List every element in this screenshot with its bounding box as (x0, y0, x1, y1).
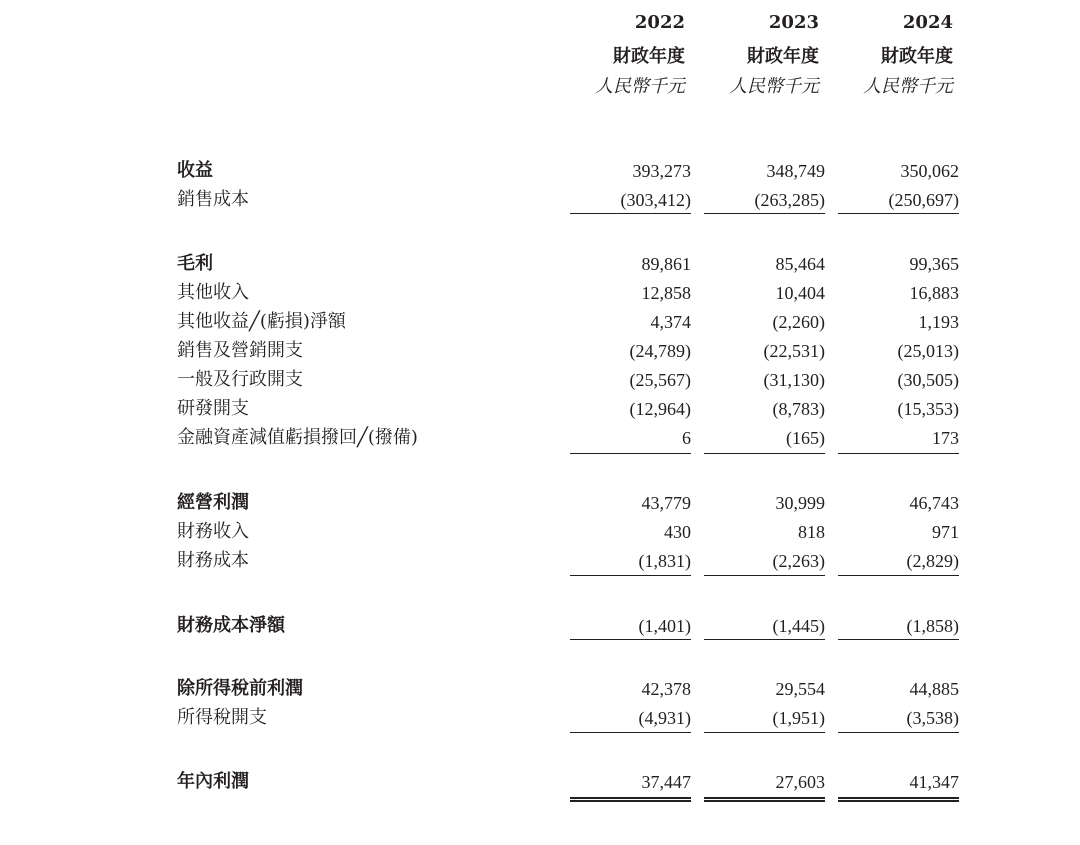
finance-costs-row-value-3: (2,829) (906, 551, 959, 571)
income-tax-row-label: 所得稅開支 (177, 707, 267, 728)
cost-of-sales-row-value-2: (263,285) (754, 190, 825, 210)
operating-profit-row-value-2: 30,999 (775, 493, 825, 513)
impairment-reversal-row-label: 金融資產減值虧損撥回╱(撥備) (177, 427, 418, 448)
net-finance-costs-row-value-3: (1,858) (906, 616, 959, 636)
revenue-row-value-2: 348,749 (766, 161, 825, 181)
subtotal-rule (704, 453, 825, 454)
subtotal-rule (838, 575, 959, 576)
other-income-row-value-1: 12,858 (641, 283, 691, 303)
column-year-2022: 2022 (634, 12, 685, 33)
general-admin-expenses-row-value-1: (25,567) (629, 370, 691, 390)
income-tax-row-value-2: (1,951) (772, 708, 825, 728)
other-gains-losses-row-value-2: (2,260) (772, 312, 825, 332)
subtotal-rule (570, 639, 691, 640)
general-admin-expenses-row-value-3: (30,505) (897, 370, 959, 390)
subtotal-rule (704, 639, 825, 640)
finance-costs-row-label: 財務成本 (177, 550, 249, 571)
gross-profit-row-value-2: 85,464 (775, 254, 825, 274)
net-finance-costs-row-value-2: (1,445) (772, 616, 825, 636)
profit-before-tax-row-value-2: 29,554 (775, 679, 825, 699)
revenue-row-label: 收益 (177, 160, 213, 181)
rd-expenses-row-label: 研發開支 (177, 398, 249, 419)
revenue-row-value-3: 350,062 (900, 161, 959, 181)
finance-income-row-label: 財務收入 (177, 521, 249, 542)
other-gains-losses-row-value-1: 4,374 (650, 312, 691, 332)
gross-profit-row-value-1: 89,861 (641, 254, 691, 274)
column-year-2023: 2023 (768, 12, 819, 33)
subtotal-rule (838, 453, 959, 454)
impairment-reversal-row-value-2: (165) (786, 428, 825, 448)
finance-income-row-value-2: 818 (798, 522, 825, 542)
subtotal-rule (838, 213, 959, 214)
total-double-rule (704, 797, 825, 802)
operating-profit-row-label: 經營利潤 (177, 492, 249, 513)
other-income-row-value-3: 16,883 (909, 283, 959, 303)
rd-expenses-row-value-2: (8,783) (772, 399, 825, 419)
impairment-reversal-row-value-3: 173 (932, 428, 959, 448)
revenue-row-value-1: 393,273 (632, 161, 691, 181)
cost-of-sales-row-value-1: (303,412) (620, 190, 691, 210)
column-unit-label: 人民幣千元 (863, 76, 953, 97)
selling-marketing-expenses-row-label: 銷售及營銷開支 (177, 340, 303, 361)
subtotal-rule (704, 732, 825, 733)
profit-for-year-row-value-2: 27,603 (775, 772, 825, 792)
column-year-2024: 2024 (902, 12, 953, 33)
subtotal-rule (704, 575, 825, 576)
general-admin-expenses-row-value-2: (31,130) (763, 370, 825, 390)
operating-profit-row-value-1: 43,779 (641, 493, 691, 513)
profit-before-tax-row-value-3: 44,885 (909, 679, 959, 699)
impairment-reversal-row-value-1: 6 (682, 428, 691, 448)
subtotal-rule (570, 453, 691, 454)
column-fiscal-year-label: 財政年度 (613, 46, 685, 67)
rd-expenses-row-value-1: (12,964) (629, 399, 691, 419)
finance-income-row-value-3: 971 (932, 522, 959, 542)
subtotal-rule (570, 732, 691, 733)
subtotal-rule (838, 732, 959, 733)
profit-before-tax-row-label: 除所得稅前利潤 (177, 678, 303, 699)
finance-costs-row-value-2: (2,263) (772, 551, 825, 571)
column-unit-label: 人民幣千元 (729, 76, 819, 97)
finance-costs-row-value-1: (1,831) (638, 551, 691, 571)
gross-profit-row-value-3: 99,365 (909, 254, 959, 274)
general-admin-expenses-row-label: 一般及行政開支 (177, 369, 303, 390)
operating-profit-row-value-3: 46,743 (909, 493, 959, 513)
other-gains-losses-row-value-3: 1,193 (918, 312, 959, 332)
net-finance-costs-row-label: 財務成本淨額 (177, 615, 285, 636)
selling-marketing-expenses-row-value-2: (22,531) (763, 341, 825, 361)
subtotal-rule (570, 213, 691, 214)
total-double-rule (570, 797, 691, 802)
profit-for-year-row-value-1: 37,447 (641, 772, 691, 792)
column-unit-label: 人民幣千元 (595, 76, 685, 97)
other-gains-losses-row-label: 其他收益╱(虧損)淨額 (177, 311, 346, 332)
subtotal-rule (838, 639, 959, 640)
income-tax-row-value-3: (3,538) (906, 708, 959, 728)
income-tax-row-value-1: (4,931) (638, 708, 691, 728)
selling-marketing-expenses-row-value-1: (24,789) (629, 341, 691, 361)
cost-of-sales-row-value-3: (250,697) (888, 190, 959, 210)
finance-income-row-value-1: 430 (664, 522, 691, 542)
column-fiscal-year-label: 財政年度 (881, 46, 953, 67)
profit-before-tax-row-value-1: 42,378 (641, 679, 691, 699)
total-double-rule (838, 797, 959, 802)
rd-expenses-row-value-3: (15,353) (897, 399, 959, 419)
selling-marketing-expenses-row-value-3: (25,013) (897, 341, 959, 361)
cost-of-sales-row-label: 銷售成本 (177, 189, 249, 210)
net-finance-costs-row-value-1: (1,401) (638, 616, 691, 636)
profit-for-year-row-label: 年內利潤 (177, 771, 249, 792)
column-fiscal-year-label: 財政年度 (747, 46, 819, 67)
other-income-row-label: 其他收入 (177, 282, 249, 303)
other-income-row-value-2: 10,404 (775, 283, 825, 303)
subtotal-rule (704, 213, 825, 214)
gross-profit-row-label: 毛利 (177, 253, 213, 274)
profit-for-year-row-value-3: 41,347 (909, 772, 959, 792)
subtotal-rule (570, 575, 691, 576)
